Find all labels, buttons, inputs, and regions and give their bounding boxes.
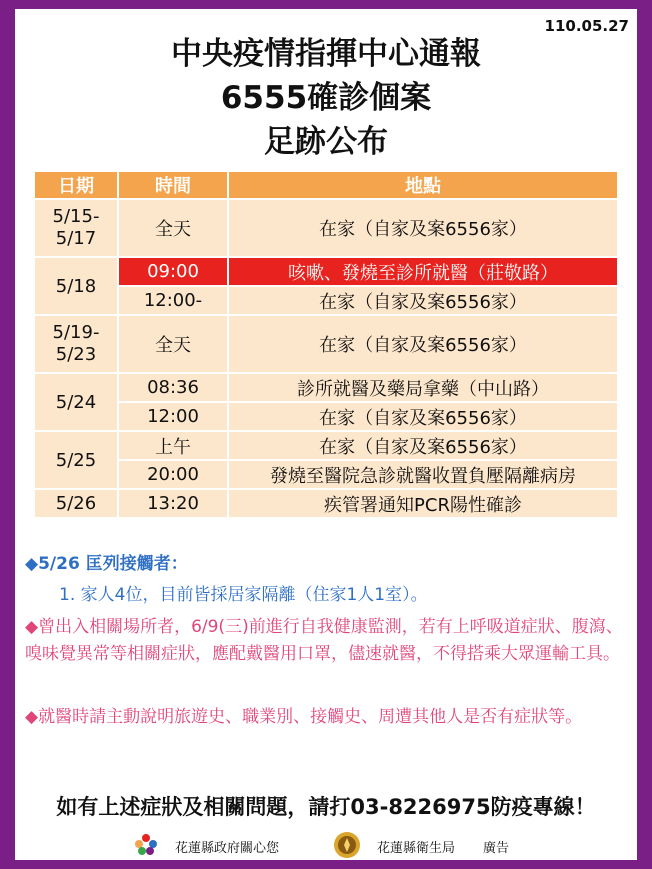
hotline-text: 如有上述症狀及相關問題，請打03-8226975防疫專線！ [56,795,596,819]
date-cell [34,199,118,257]
time-cell: 全天 [118,315,228,373]
footer-ad-text: 廣告 [483,841,510,856]
place-cell: 在家（自家及案6556家） [228,199,618,257]
date-cell-text: 5/19- 5/23 [52,322,100,365]
title-line-3: 足跡公布 [264,124,388,160]
table-header-row [34,171,618,199]
announcement-date: 110.05.27 [544,17,629,35]
header-place: 地點 [228,171,618,199]
date-cell: 5/25 [34,431,118,489]
place-cell: 疾管署通知PCR陽性確診 [228,489,618,518]
health-monitoring-note [25,614,629,668]
diamond-bullet-icon: ◆ [25,554,39,574]
table-row [34,460,618,489]
date-cell-text: 5/15- 5/17 [52,206,100,249]
note-text: 就醫時請主動說明旅遊史、職業別、接觸史、周遭其他人是否有症狀等。 [38,707,583,727]
header-date: 日期 [34,171,118,199]
table-row [34,402,618,431]
time-cell: 08:36 [118,373,228,402]
table-row [34,315,618,373]
date-cell: 5/24 [34,373,118,431]
diamond-bullet-icon: ◆ [25,707,39,727]
place-cell: 在家（自家及案6556家） [228,286,618,315]
table-row [34,489,618,518]
table-row [34,373,618,402]
footer-left-text: 花蓮縣政府關心您 [175,841,280,856]
date-cell [34,315,118,373]
place-cell: 診所就醫及藥局拿藥（中山路） [228,373,618,402]
table-row [34,257,618,286]
place-cell-highlight: 咳嗽、發燒至診所就醫（莊敬路） [228,257,618,286]
health-bureau-seal-icon [333,831,361,859]
table-row [34,199,618,257]
contacts-heading-row [25,549,625,574]
contacts-heading: 5/26 匡列接觸者： [38,554,188,574]
footprint-table [33,170,619,519]
time-cell: 12:00- [118,286,228,315]
header-time: 時間 [118,171,228,199]
title-line-1: 中央疫情指揮中心通報 [171,36,481,72]
date-cell: 5/26 [34,489,118,518]
place-cell: 發燒至醫院急診就醫收置負壓隔離病房 [228,460,618,489]
contacts-item: 1. 家人4位，目前皆採居家隔離（住家1人1室）。 [59,585,428,605]
place-cell: 在家（自家及案6556家） [228,315,618,373]
footer-right-text: 花蓮縣衛生局 [377,841,456,856]
announcement-card [15,9,637,860]
time-cell: 全天 [118,199,228,257]
disclosure-note [25,704,629,731]
time-cell: 12:00 [118,402,228,431]
table-row [34,286,618,315]
date-cell: 5/18 [34,257,118,315]
hualien-county-logo-icon [133,833,159,859]
place-cell: 在家（自家及案6556家） [228,402,618,431]
footer [15,829,637,859]
table-row [34,431,618,460]
diamond-bullet-icon: ◆ [25,617,39,637]
title-line-2: 6555確診個案 [220,80,432,116]
place-cell: 在家（自家及案6556家） [228,431,618,460]
time-cell: 13:20 [118,489,228,518]
time-cell: 20:00 [118,460,228,489]
note-text: 曾出入相關場所者，6/9(三)前進行自我健康監測，若有上呼吸道症狀、腹瀉、嗅味覺異常等相關症狀，應配戴醫用口罩，儘速就醫，不得搭乘大眾運輸工具。 [25,617,623,664]
time-cell-highlight: 09:00 [118,257,228,286]
contacts-section [25,549,625,605]
time-cell: 上午 [118,431,228,460]
